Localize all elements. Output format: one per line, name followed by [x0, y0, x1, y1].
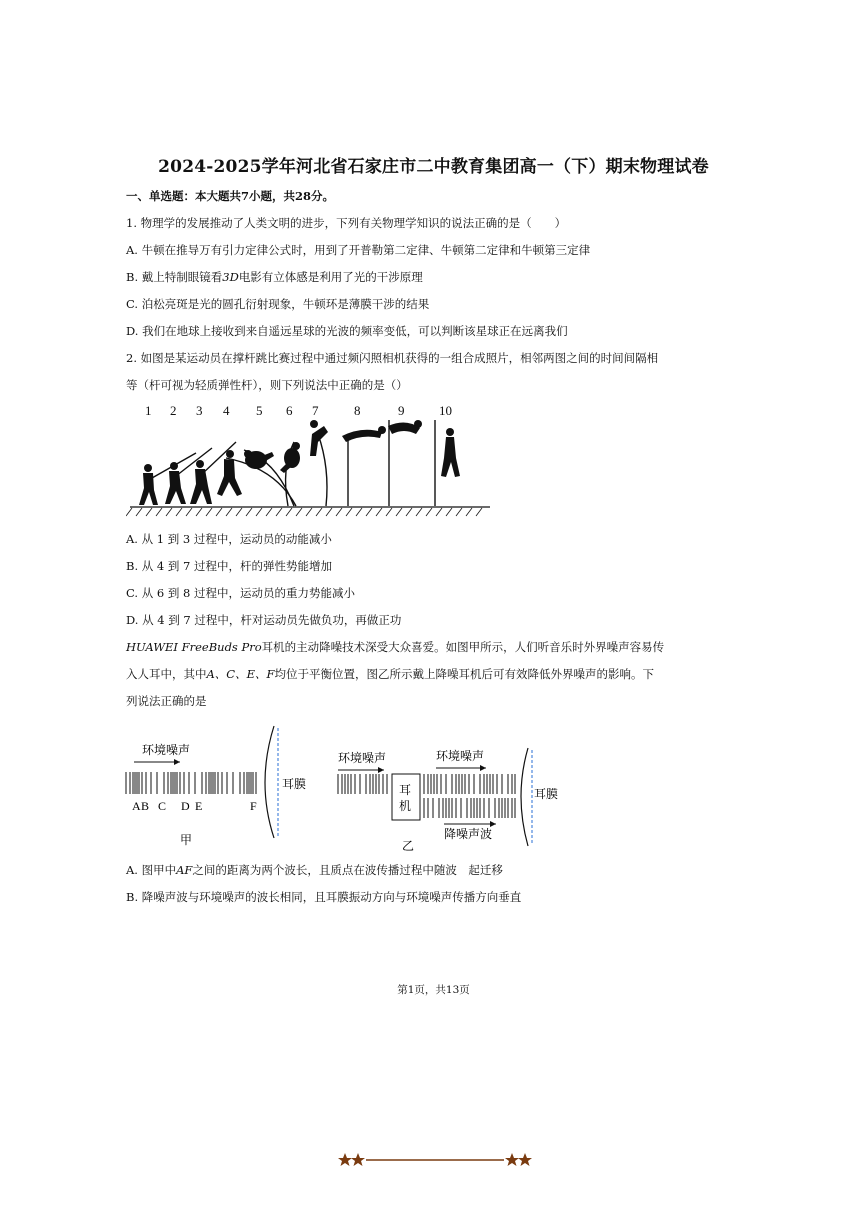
q3-option-b: B. 降噪声波与环境噪声的波长相同，且耳膜振动方向与环境噪声传播方向垂直 — [126, 890, 522, 904]
earphone-label-1: 耳 — [399, 783, 412, 797]
figure-caption: 乙 — [402, 839, 415, 852]
q2-option-a: A. 从 1 到 3 过程中，运动员的动能减小 — [126, 532, 332, 546]
frame-label: 9 — [398, 403, 405, 418]
q1-stem: 1. 物理学的发展推动了人类文明的进步，下列有关物理学知识的说法正确的是（ ） — [126, 216, 567, 230]
q1-option-b: B. 戴上特制眼镜看3D电影有立体感是利用了光的干涉原理 — [126, 270, 423, 284]
noise-label: 环境噪声 — [142, 743, 191, 757]
q1-option-c: C. 泊松亮斑是光的圆孔衍射现象，牛顿环是薄膜干涉的结果 — [126, 297, 430, 311]
point-label: A — [132, 799, 141, 813]
frame-label: 10 — [439, 403, 452, 418]
q3-stem-line2: 入人耳中，其中A、C、E、F均位于平衡位置，图乙所示戴上降噪耳机后可有效降低外界噪声的影响。下 — [126, 667, 654, 681]
page-title: 2024-2025学年河北省石家庄市二中教育集团高一（下）期末物理试卷 — [158, 157, 709, 177]
q3-stem-line3: 列说法正确的是 — [126, 694, 207, 708]
point-label: C — [158, 799, 167, 813]
section-heading: 一、单选题：本大题共7小题，共28分。 — [126, 189, 335, 203]
star-icon — [351, 1153, 365, 1166]
q2-option-c: C. 从 6 到 8 过程中，运动员的重力势能减小 — [126, 586, 355, 600]
cancel-wave-label: 降噪声波 — [444, 827, 493, 841]
noise-out-label: 环境噪声 — [436, 749, 485, 763]
figure-jia — [124, 720, 324, 850]
q2-option-d: D. 从 4 到 7 过程中，杆对运动员先做负功，再做正功 — [126, 613, 402, 627]
q3-option-a: A. 图甲中AF之间的距离为两个波长，且质点在波传播过程中随波 起迁移 — [126, 863, 503, 877]
point-label: F — [250, 799, 257, 813]
eardrum-label: 耳膜 — [282, 777, 307, 791]
page-footer: 第1页，共13页 — [397, 984, 470, 996]
frame-label: 4 — [223, 403, 230, 418]
pole-vault-figure — [126, 398, 496, 520]
star-icon — [518, 1153, 532, 1166]
eardrum-label: 耳膜 — [534, 787, 559, 801]
point-label: B — [141, 799, 150, 813]
earphone-label-2: 机 — [399, 799, 412, 813]
figure-caption: 甲 — [180, 833, 193, 847]
point-label: E — [195, 799, 203, 813]
figure-yi — [336, 740, 566, 852]
q1-option-a: A. 牛顿在推导万有引力定律公式时，用到了开普勒第二定律、牛顿第二定律和牛顿第三定律 — [126, 243, 591, 257]
star-divider-ornament — [337, 1150, 533, 1170]
frame-label: 3 — [196, 403, 203, 418]
frame-label: 2 — [170, 403, 177, 418]
frame-label: 6 — [286, 403, 293, 418]
q2-stem-line2: 等（杆可视为轻质弹性杆），则下列说法中正确的是（） — [126, 378, 408, 392]
q1-option-d: D. 我们在地球上接收到来自遥远星球的光波的频率变低，可以判断该星球正在远离我们 — [126, 324, 568, 338]
frame-label: 8 — [354, 403, 361, 418]
frame-label: 7 — [312, 403, 319, 418]
q3-stem-line1: HUAWEI FreeBuds Pro耳机的主动降噪技术深受大众喜爱。如图甲所示，人们听音乐时外界噪声容易传 — [126, 640, 665, 654]
noise-in-label: 环境噪声 — [338, 751, 387, 765]
star-icon — [505, 1153, 519, 1166]
frame-label: 1 — [145, 403, 152, 418]
star-icon — [338, 1153, 352, 1166]
frame-label: 5 — [256, 403, 263, 418]
q2-stem-line1: 2. 如图是某运动员在撑杆跳比赛过程中通过频闪照相机获得的一组合成照片，相邻两图之间的时间间隔相 — [126, 351, 659, 365]
point-label: D — [181, 799, 190, 813]
q2-option-b: B. 从 4 到 7 过程中，杆的弹性势能增加 — [126, 559, 333, 573]
